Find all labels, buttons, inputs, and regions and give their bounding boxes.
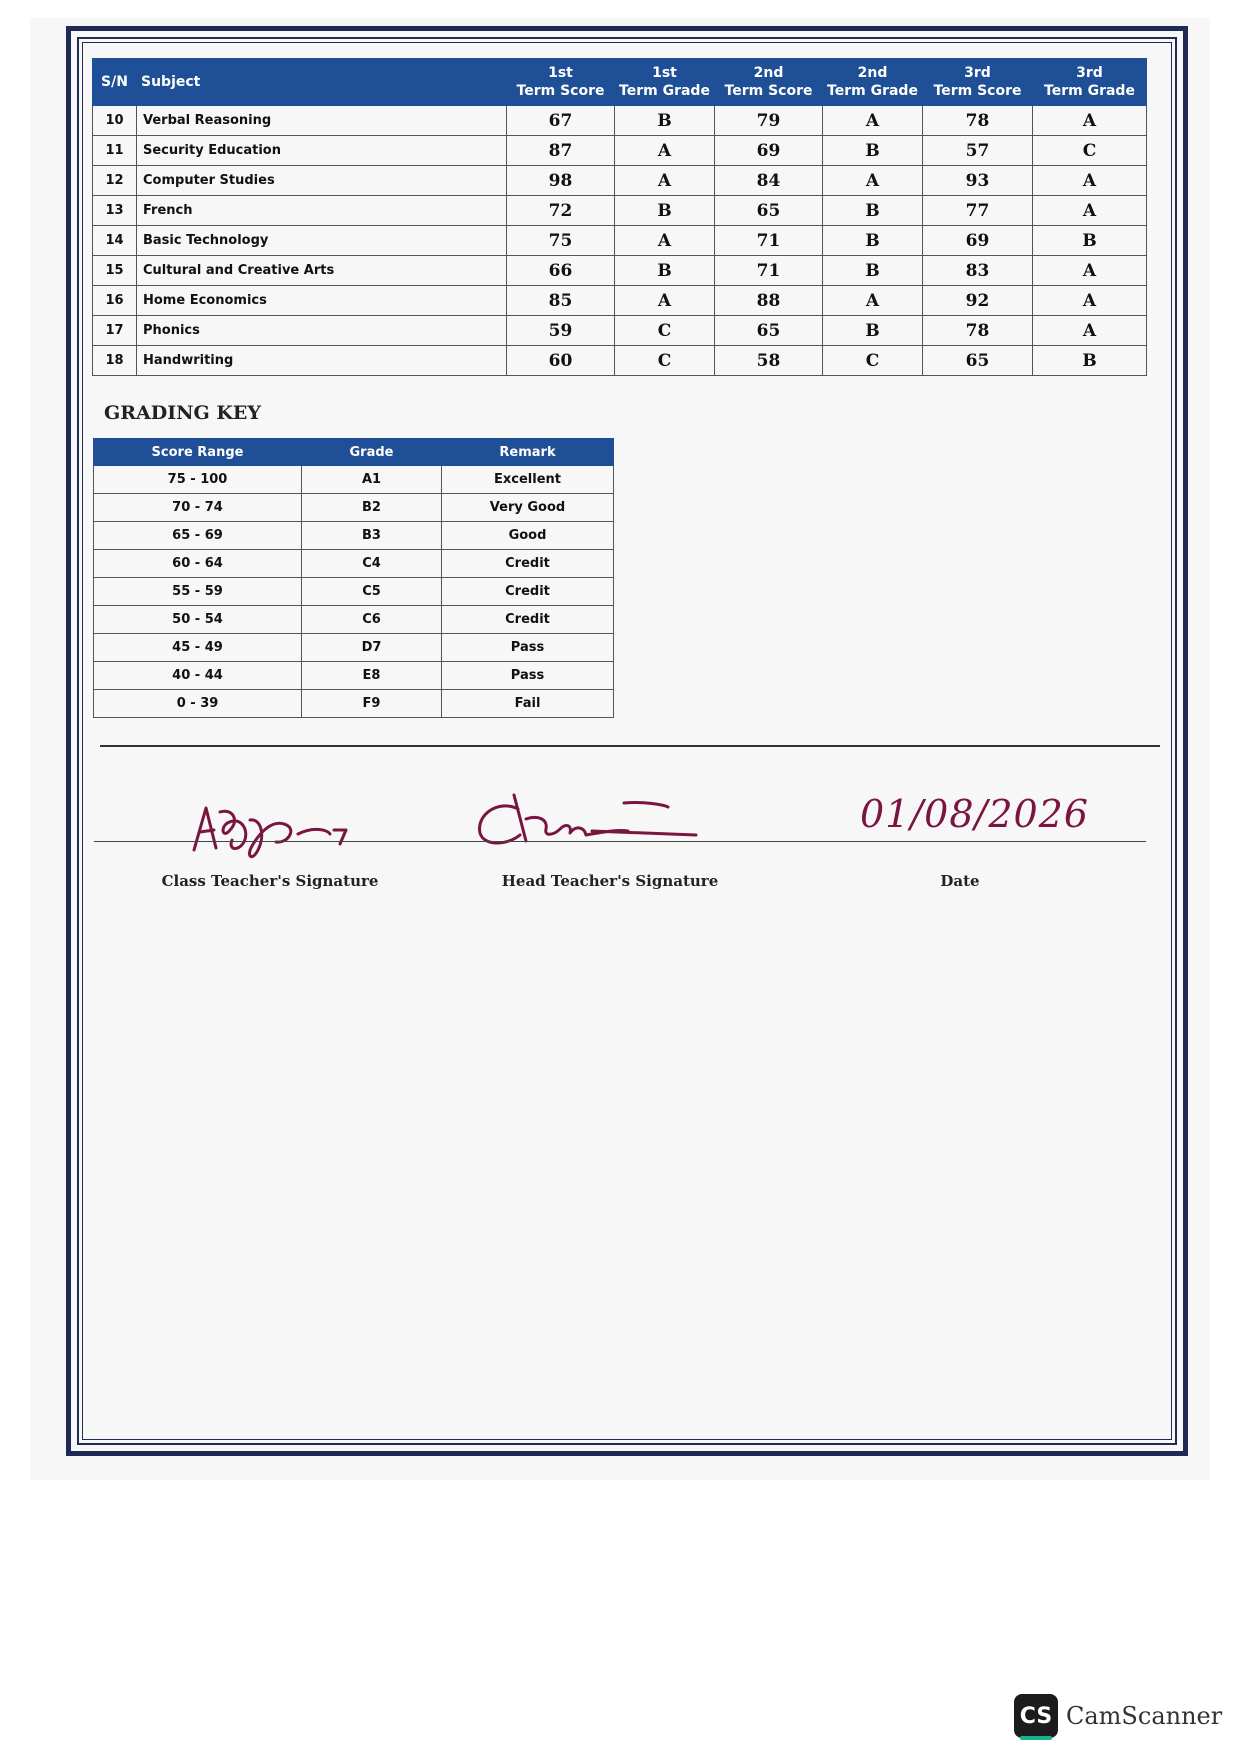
date-label: Date (940, 872, 980, 890)
date-value: 01/08/2026 (860, 792, 1090, 836)
class-teacher-signature-label: Class Teacher's Signature (161, 872, 379, 890)
key-range: 55 - 59 (94, 578, 302, 606)
camscanner-watermark: CamScanner (1066, 1702, 1223, 1730)
table-row (94, 494, 614, 522)
header-score-range: Score Range (94, 439, 302, 466)
table-row (94, 550, 614, 578)
row-term1-score: 66 (507, 256, 615, 286)
row-term3-score: 57 (923, 136, 1033, 166)
grading-key-table (93, 438, 614, 718)
key-grade: B3 (302, 522, 442, 550)
row-term1-grade: A (615, 166, 715, 196)
row-term1-score: 72 (507, 196, 615, 226)
signature-line (94, 841, 1146, 842)
row-term2-score: 65 (715, 196, 823, 226)
table-row (94, 606, 614, 634)
header-t3-score-line1: 3rd (964, 65, 991, 81)
row-sn: 14 (93, 226, 137, 256)
key-remark: Very Good (442, 494, 614, 522)
header-t2-score (715, 59, 823, 106)
table-row (94, 690, 614, 718)
header-t2-grade-line1: 2nd (857, 65, 888, 81)
row-sn: 13 (93, 196, 137, 226)
header-t1-score (507, 59, 615, 106)
header-subject: Subject (137, 59, 507, 106)
row-term2-grade: B (823, 196, 923, 226)
row-subject: Phonics (137, 316, 507, 346)
row-term1-score: 67 (507, 106, 615, 136)
table-row (93, 136, 1147, 166)
row-sn: 18 (93, 346, 137, 376)
key-remark: Credit (442, 606, 614, 634)
header-sn: S/N (93, 59, 137, 106)
row-term1-grade: A (615, 226, 715, 256)
grading-key-header-row (94, 439, 614, 466)
header-t2-score-line2: Term Score (724, 83, 813, 99)
row-term2-grade: B (823, 256, 923, 286)
row-term3-grade: A (1033, 196, 1147, 226)
row-term2-score: 79 (715, 106, 823, 136)
row-term1-grade: C (615, 346, 715, 376)
table-row (93, 166, 1147, 196)
row-subject: Home Economics (137, 286, 507, 316)
row-term1-score: 75 (507, 226, 615, 256)
header-t1-grade (615, 59, 715, 106)
row-term3-grade: A (1033, 166, 1147, 196)
key-grade: E8 (302, 662, 442, 690)
class-teacher-signature (180, 790, 400, 870)
row-term2-score: 71 (715, 226, 823, 256)
row-term1-grade: A (615, 136, 715, 166)
header-t3-score-line2: Term Score (933, 83, 1022, 99)
row-term3-grade: A (1033, 316, 1147, 346)
table-row (94, 634, 614, 662)
row-term2-grade: B (823, 316, 923, 346)
key-grade: F9 (302, 690, 442, 718)
header-t3-grade-line2: Term Grade (1044, 83, 1135, 99)
row-term3-score: 78 (923, 106, 1033, 136)
row-term3-grade: A (1033, 256, 1147, 286)
table-row (93, 346, 1147, 376)
row-term2-grade: B (823, 226, 923, 256)
key-remark: Excellent (442, 466, 614, 494)
key-range: 65 - 69 (94, 522, 302, 550)
key-range: 75 - 100 (94, 466, 302, 494)
row-sn: 15 (93, 256, 137, 286)
key-grade: C5 (302, 578, 442, 606)
head-teacher-signature (468, 785, 698, 860)
row-term2-grade: A (823, 166, 923, 196)
row-term3-grade: A (1033, 106, 1147, 136)
header-remark: Remark (442, 439, 614, 466)
row-term2-score: 65 (715, 316, 823, 346)
row-subject: Cultural and Creative Arts (137, 256, 507, 286)
key-range: 60 - 64 (94, 550, 302, 578)
row-sn: 16 (93, 286, 137, 316)
row-term3-grade: A (1033, 286, 1147, 316)
table-row (93, 316, 1147, 346)
header-t2-score-line1: 2nd (753, 65, 784, 81)
results-table (92, 58, 1147, 376)
row-term1-grade: C (615, 316, 715, 346)
table-row (93, 286, 1147, 316)
key-remark: Good (442, 522, 614, 550)
header-t3-grade-line1: 3rd (1076, 65, 1103, 81)
key-grade: D7 (302, 634, 442, 662)
row-term3-grade: B (1033, 346, 1147, 376)
camscanner-logo-icon: CS (1014, 1694, 1058, 1738)
row-term1-score: 85 (507, 286, 615, 316)
header-grade: Grade (302, 439, 442, 466)
key-grade: C6 (302, 606, 442, 634)
row-term2-score: 88 (715, 286, 823, 316)
row-subject: Verbal Reasoning (137, 106, 507, 136)
row-term2-grade: A (823, 106, 923, 136)
row-term1-score: 60 (507, 346, 615, 376)
key-remark: Pass (442, 662, 614, 690)
row-term3-score: 69 (923, 226, 1033, 256)
table-row (94, 578, 614, 606)
table-row (93, 226, 1147, 256)
row-term2-grade: B (823, 136, 923, 166)
key-remark: Pass (442, 634, 614, 662)
row-subject: French (137, 196, 507, 226)
header-t1-grade-line1: 1st (652, 65, 677, 81)
head-teacher-signature-label: Head Teacher's Signature (501, 872, 719, 890)
row-sn: 11 (93, 136, 137, 166)
row-term1-score: 87 (507, 136, 615, 166)
key-range: 50 - 54 (94, 606, 302, 634)
row-term2-grade: C (823, 346, 923, 376)
table-row (93, 256, 1147, 286)
key-grade: A1 (302, 466, 442, 494)
header-t3-grade (1033, 59, 1147, 106)
row-term3-score: 65 (923, 346, 1033, 376)
key-remark: Fail (442, 690, 614, 718)
header-t1-score-line2: Term Score (516, 83, 605, 99)
table-row (94, 662, 614, 690)
row-subject: Security Education (137, 136, 507, 166)
row-term3-score: 78 (923, 316, 1033, 346)
row-term3-score: 83 (923, 256, 1033, 286)
table-row (94, 522, 614, 550)
key-remark: Credit (442, 550, 614, 578)
header-t1-score-line1: 1st (548, 65, 573, 81)
row-term3-grade: B (1033, 226, 1147, 256)
results-header-row (93, 59, 1147, 106)
row-term1-score: 59 (507, 316, 615, 346)
row-term3-score: 92 (923, 286, 1033, 316)
row-term2-score: 58 (715, 346, 823, 376)
row-term2-score: 69 (715, 136, 823, 166)
row-term2-score: 84 (715, 166, 823, 196)
key-range: 0 - 39 (94, 690, 302, 718)
row-term1-grade: B (615, 106, 715, 136)
section-divider (100, 745, 1160, 747)
row-term2-grade: A (823, 286, 923, 316)
row-sn: 17 (93, 316, 137, 346)
row-term1-grade: A (615, 286, 715, 316)
header-t2-grade-line2: Term Grade (827, 83, 918, 99)
row-term3-score: 77 (923, 196, 1033, 226)
key-grade: B2 (302, 494, 442, 522)
header-t2-grade (823, 59, 923, 106)
key-remark: Credit (442, 578, 614, 606)
row-term3-grade: C (1033, 136, 1147, 166)
row-sn: 12 (93, 166, 137, 196)
row-term1-grade: B (615, 256, 715, 286)
header-t1-grade-line2: Term Grade (619, 83, 710, 99)
key-range: 45 - 49 (94, 634, 302, 662)
key-grade: C4 (302, 550, 442, 578)
key-range: 70 - 74 (94, 494, 302, 522)
table-row (93, 106, 1147, 136)
row-subject: Basic Technology (137, 226, 507, 256)
table-row (93, 196, 1147, 226)
header-t3-score (923, 59, 1033, 106)
grading-key-title: GRADING KEY (104, 402, 261, 424)
row-term1-grade: B (615, 196, 715, 226)
row-term2-score: 71 (715, 256, 823, 286)
row-sn: 10 (93, 106, 137, 136)
table-row (94, 466, 614, 494)
row-subject: Computer Studies (137, 166, 507, 196)
row-term3-score: 93 (923, 166, 1033, 196)
row-subject: Handwriting (137, 346, 507, 376)
key-range: 40 - 44 (94, 662, 302, 690)
row-term1-score: 98 (507, 166, 615, 196)
